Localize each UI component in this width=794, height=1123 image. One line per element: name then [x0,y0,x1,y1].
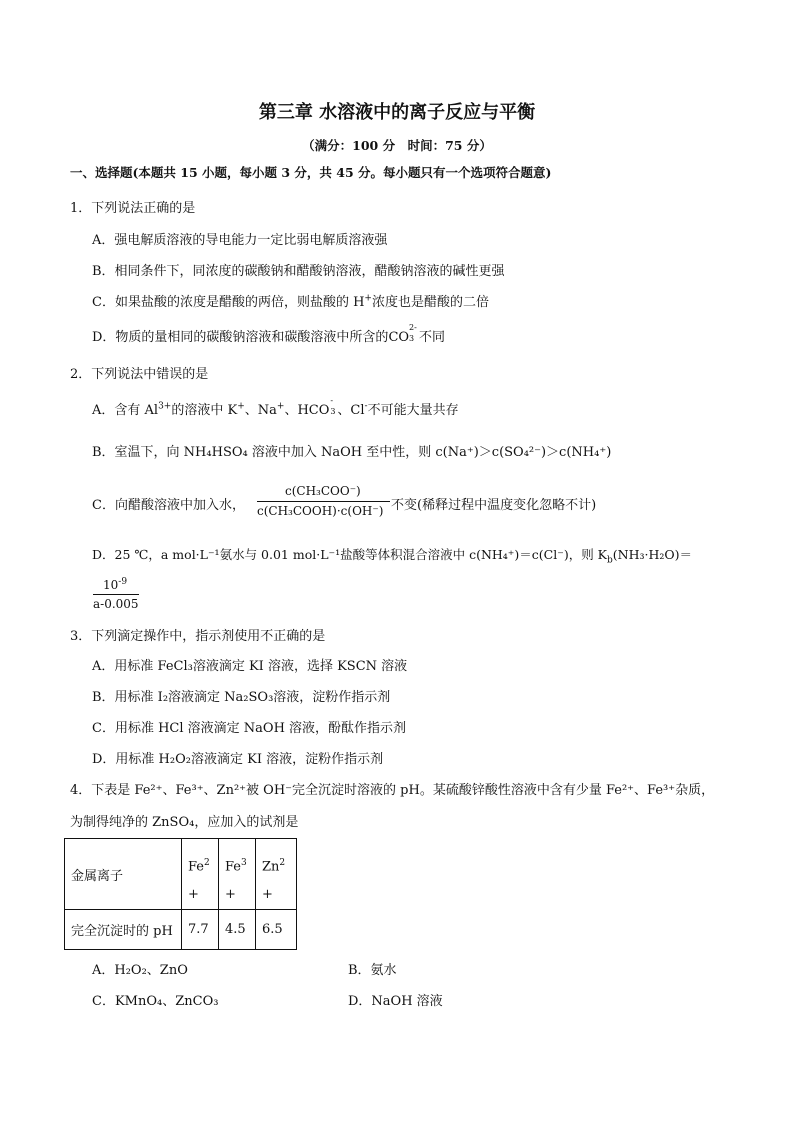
q2-a-t2: 的溶液中 K [171,403,238,418]
q1-d-sup: 2- [409,323,417,332]
question-1-option-a: A．强电解质溶液的导电能力一定比弱电解质溶液强 [92,233,388,248]
table-header-fe2 [182,839,219,910]
q2-a-s4: - [330,396,334,405]
h2-sup: 3 [241,858,247,868]
table-cell: 7.7 [182,910,219,950]
q2-d-sub: b [607,555,613,566]
table-row [65,839,297,910]
h2-text: Fe [225,859,242,875]
q2-d-num-sup: -9 [118,577,128,587]
h3-plus: + [262,887,273,903]
q2-d-numerator [103,577,127,592]
question-4-option-d: D．NaOH 溶液 [348,994,443,1009]
question-1-option-c [92,291,489,310]
question-4-stem-line2: 为制得纯净的 ZnSO₄，应加入的试剂是 [70,815,299,830]
h3-sup: 2 [279,858,286,868]
q2-d-fraction-bar [93,594,139,595]
question-2-stem: 2．下列说法中错误的是 [70,367,209,382]
question-4-stem-line1: 4．下表是 Fe²⁺、Fe³⁺、Zn²⁺被 OH⁻完全沉淀时溶液的 pH。某硫酸锌酸性溶液中含有少量 Fe²⁺、Fe³⁺杂质， [70,783,715,798]
q1-d-co: CO [388,330,410,345]
page-title: 第三章 水溶液中的离子反应与平衡 [258,102,536,123]
q2-a-s2: + [237,401,245,412]
q1-d-text: D．物质的量相同的碳酸钠溶液和碳酸溶液中所含的 [92,330,389,345]
q1-d-sub: 3 [409,334,415,343]
h3-text: Zn [262,859,280,875]
h1-plus: + [188,887,199,903]
section-heading: 一、选择题(本题共 15 小题，每小题 3 分，共 45 分。每小题只有一个选项符合题意) [70,165,552,180]
question-1-option-d [92,323,446,345]
question-1-stem: 1．下列说法正确的是 [70,201,196,216]
table-header-fe3 [219,839,256,910]
question-3-option-c: C．用标准 HCl 溶液滴定 NaOH 溶液，酚酞作指示剂 [92,721,407,736]
q2-d-num: 10 [103,578,119,592]
q2-a-t3: 、Na [244,403,277,418]
q2-c-denominator: c(CH₃COOH)·c(OH⁻) [257,504,384,518]
question-3-stem: 3．下列滴定操作中，指示剂使用不正确的是 [70,629,326,644]
q1-c-sup: + [364,293,372,304]
h1-sup: 2 [204,858,210,868]
q2-a-s5: - [364,401,368,412]
precipitation-ph-table [64,838,297,950]
q2-a-s1: 3+ [158,401,172,412]
exam-info: （满分：100 分 时间：75 分） [302,138,492,153]
table-row-label: 完全沉淀时的 pH [65,910,182,950]
table-header-zn2 [256,839,297,910]
q2-d-denominator: a-0.005 [93,597,139,611]
question-3-option-d: D．用标准 H₂O₂溶液滴定 KI 溶液，淀粉作指示剂 [92,752,384,767]
question-4-option-b: B．氨水 [348,963,397,978]
question-2-option-d [92,545,692,566]
q2-d-post: (NH₃·H₂O)＝ [612,547,693,562]
q2-a-ion-charge [329,396,337,416]
h2-plus: + [225,887,236,903]
q2-d-fraction [93,577,143,613]
question-2-option-a [92,396,459,418]
question-3-option-a: A．用标准 FeCl₃溶液滴定 KI 溶液，选择 KSCN 溶液 [92,659,408,674]
table-cell: 4.5 [219,910,256,950]
table-row [65,910,297,950]
q1-d-post: 不同 [419,330,446,345]
question-4-option-c: C．KMnO₄、ZnCO₃ [92,994,219,1009]
q1-c-post: 浓度也是醋酸的二倍 [371,295,489,310]
q2-d-text: D．25 ℃，a mol·L⁻¹氨水与 0.01 mol·L⁻¹盐酸等体积混合溶液中 c(NH₄⁺)＝c(Cl⁻)，则 K [92,547,608,562]
q2-c-fraction [257,484,392,520]
question-3-option-b: B．用标准 I₂溶液滴定 Na₂SO₃溶液，淀粉作指示剂 [92,690,391,705]
h1-text: Fe [188,859,205,875]
q1-c-text: C．如果盐酸的浓度是醋酸的两倍，则盐酸的 H [92,295,365,310]
q2-a-t4: 、HCO [284,403,330,418]
table-cell: 6.5 [256,910,297,950]
question-2-option-c: C．向醋酸溶液中加入水， [92,498,245,513]
q1-d-ion-charge [409,323,419,343]
q2-c-fraction-bar [257,501,390,502]
question-2-option-b: B．室温下，向 NH₄HSO₄ 溶液中加入 NaOH 至中性，则 c(Na⁺)＞c(SO₄²⁻)＞c(NH₄⁺) [92,445,612,460]
question-4-option-a: A．H₂O₂、ZnO [92,963,188,978]
q2-a-s3: + [276,401,285,412]
q2-c-post: 不变(稀释过程中温度变化忽略不计) [391,498,597,513]
q2-c-numerator: c(CH₃COO⁻) [285,484,361,498]
question-1-option-b: B．相同条件下，同浓度的碳酸钠和醋酸钠溶液，醋酸钠溶液的碱性更强 [92,264,505,279]
q2-a-t1: A．含有 Al [92,403,159,418]
q2-a-t5: 、Cl [337,403,365,418]
q2-a-t6: 不可能大量共存 [367,403,459,418]
q2-a-sub4: 3 [330,407,336,416]
table-header-label: 金属离子 [65,839,182,910]
